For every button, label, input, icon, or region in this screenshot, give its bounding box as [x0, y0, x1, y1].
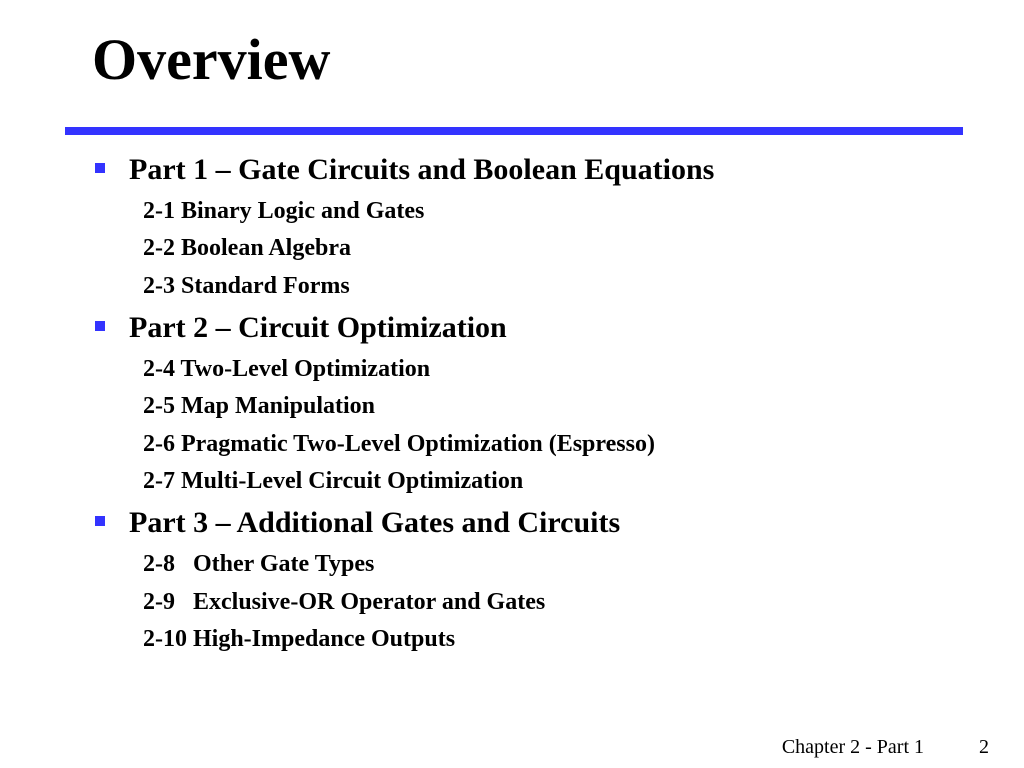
subsection-item: 2-8 Other Gate Types [143, 551, 375, 577]
subsection-item: 2-4 Two-Level Optimization [143, 356, 431, 382]
subsection-item: 2-10 High-Impedance Outputs [143, 626, 456, 652]
square-bullet-icon [95, 321, 105, 331]
subsection-item: 2-5 Map Manipulation [143, 393, 376, 419]
section-title: Part 3 – Additional Gates and Circuits [129, 506, 621, 539]
square-bullet-icon [95, 163, 105, 173]
subsection-item: 2-9 Exclusive-OR Operator and Gates [143, 589, 546, 615]
section-title: Part 2 – Circuit Optimization [129, 311, 507, 344]
title-divider [65, 127, 963, 135]
page-number: 2 [979, 736, 989, 758]
subsection-item: 2-6 Pragmatic Two-Level Optimization (Espresso) [143, 431, 655, 457]
slide-title: Overview [92, 27, 331, 92]
subsection-item: 2-1 Binary Logic and Gates [143, 198, 425, 224]
subsection-item: 2-7 Multi-Level Circuit Optimization [143, 468, 524, 494]
footer-chapter-label: Chapter 2 - Part 1 [781, 736, 924, 758]
subsection-item: 2-2 Boolean Algebra [143, 235, 351, 261]
square-bullet-icon [95, 516, 105, 526]
section-title: Part 1 – Gate Circuits and Boolean Equations [129, 153, 715, 186]
subsection-item: 2-3 Standard Forms [143, 273, 350, 299]
